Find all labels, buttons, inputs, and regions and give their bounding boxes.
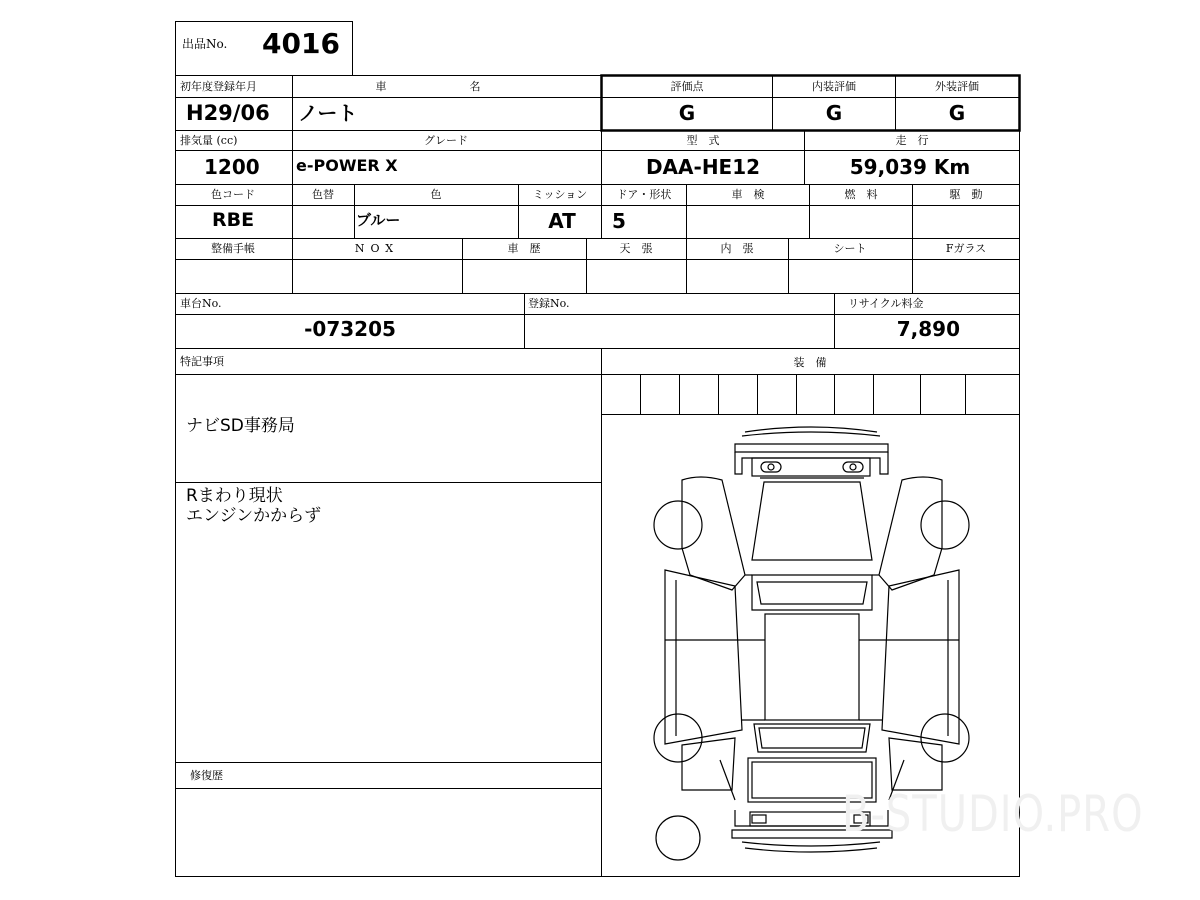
- mileage-label: 走 行: [895, 134, 929, 147]
- front-glass-label: Fガラス: [945, 242, 987, 255]
- reg-year-value: H29/06: [186, 101, 270, 125]
- interior-score-label: 内装評価: [812, 80, 856, 93]
- recycle-fee-label: リサイクル料金: [848, 297, 924, 310]
- color-change-label: 色替: [312, 188, 334, 201]
- chassis-number-value: -073205: [304, 317, 396, 341]
- color-label: 色: [430, 188, 442, 201]
- watermark: B-STUDIO.PRO: [842, 786, 1144, 844]
- exterior-score-value: G: [948, 101, 966, 125]
- car-name-value: ノート: [298, 101, 358, 125]
- car-name-label: 車 名: [375, 80, 517, 93]
- interior-lining-label: 内 張: [720, 242, 754, 255]
- notes-label: 特記事項: [180, 355, 224, 368]
- seat-label: シート: [833, 242, 867, 255]
- model-label: 型 式: [686, 134, 720, 147]
- doors-label: ドア・形状: [616, 188, 672, 201]
- headliner-label: 天 張: [619, 242, 653, 255]
- displacement-value: 1200: [204, 155, 260, 179]
- drive-label: 駆 動: [949, 188, 983, 201]
- inspection-label: 車 検: [731, 188, 765, 201]
- reg-year-label: 初年度登録年月: [180, 80, 257, 93]
- car-history-label: 車 歴: [507, 242, 541, 255]
- note-line-3: エンジンかからず: [186, 506, 322, 526]
- transmission-value: AT: [548, 209, 576, 233]
- mileage-value: 59,039 Km: [849, 155, 971, 179]
- grade-label: グレード: [424, 134, 468, 147]
- nox-label: NOX: [354, 242, 400, 255]
- color-code-value: RBE: [211, 209, 255, 231]
- score-value: G: [678, 101, 696, 125]
- recycle-fee-value: 7,890: [896, 317, 960, 341]
- color-code-label: 色コード: [211, 188, 255, 201]
- service-book-label: 整備手帳: [211, 242, 255, 255]
- chassis-number-label: 車台No.: [180, 297, 222, 310]
- model-value: DAA-HE12: [645, 155, 761, 179]
- fuel-label: 燃 料: [844, 188, 878, 201]
- grade-value: e-POWER X: [296, 156, 398, 175]
- doors-value: 5: [612, 209, 626, 233]
- lot-number: 4016: [262, 27, 340, 60]
- lot-number-label: 出品No.: [182, 37, 228, 51]
- note-line-1: ナビSD事務局: [186, 416, 295, 436]
- note-line-2: Rまわり現状: [186, 486, 283, 506]
- interior-score-value: G: [825, 101, 843, 125]
- repair-history-label: 修復歴: [190, 769, 223, 782]
- registration-number-label: 登録No.: [528, 297, 570, 310]
- displacement-label: 排気量 (cc): [180, 134, 238, 147]
- transmission-label: ミッション: [532, 188, 588, 201]
- exterior-score-label: 外装評価: [935, 80, 979, 93]
- equipment-label: 装 備: [793, 356, 827, 369]
- score-label: 評価点: [670, 80, 704, 93]
- color-value: ブルー: [356, 211, 401, 229]
